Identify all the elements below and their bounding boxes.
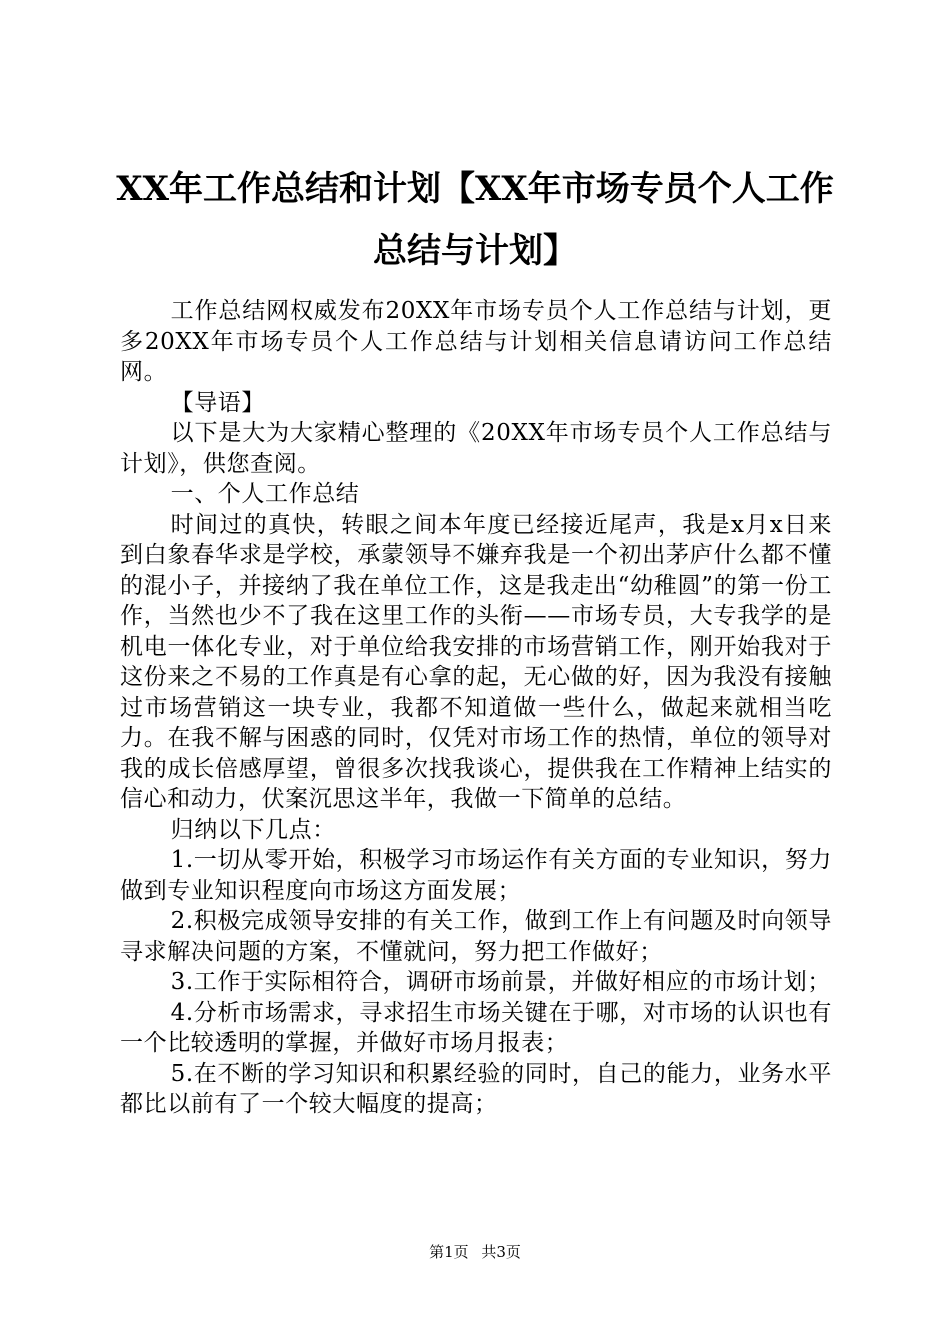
paragraph-lead-label: 【导语】	[170, 389, 265, 416]
page-footer	[0, 1242, 950, 1262]
paragraph-points-intro: 归纳以下几点：	[170, 816, 336, 843]
paragraph-intro: 工作总结网权威发布20XX年市场专员个人工作总结与计划，更多20XX年市场专员个人工作总结与计划相关信息请访问工作总结网。	[120, 298, 832, 385]
document-title: XX年工作总结和计划【XX年市场专员个人工作总结与计划】	[116, 169, 834, 271]
page-total: 共3页	[481, 1243, 521, 1261]
document-body	[120, 296, 832, 1120]
list-item: 2.积极完成领导安排的有关工作，做到工作上有问题及时向领导寻求解决问题的方案，不懂就问，努力把工作做好；	[120, 908, 832, 965]
section-heading: 一、个人工作总结	[170, 481, 360, 507]
paragraph-summary: 时间过的真快，转眼之间本年度已经接近尾声，我是x月x日来到白象春华求是学校，承蒙领导不嫌弃我是一个初出茅庐什么都不懂的混小子，并接纳了我在单位工作，这是我走出“幼稚圆”的第一份工作，当然也少不了我在这里工作的头衔——市场专员，大专我学的是机电一体化专业，对于单位给我安排的市场营销工作，刚开始我对于这份来之不易的工作真是有心拿的起，无心做的好，因为我没有接触过市场营销这一块专业，我都不知道做一些什么，做起来就相当吃力。在我不解与困惑的同时，仅凭对市场工作的热情，单位的领导对我的成长倍感厚望，曾很多次找我谈心，提供我在工作精神上结实的信心和动力，伏案沉思这半年，我做一下简单的总结。	[120, 511, 832, 812]
page-number: 第1页	[429, 1243, 469, 1261]
list-item: 1.一切从零开始，积极学习市场运作有关方面的专业知识，努力做到专业知识程度向市场这方面发展；	[120, 847, 832, 904]
list-item: 5.在不断的学习知识和积累经验的同时，自己的能力，业务水平都比以前有了一个较大幅度的提高；	[120, 1060, 832, 1117]
list-item: 3.工作于实际相符合，调研市场前景，并做好相应的市场计划；	[170, 969, 831, 995]
list-item: 4.分析市场需求，寻求招生市场关键在于哪，对市场的认识也有一个比较透明的掌握，并做好市场月报表；	[120, 999, 832, 1056]
paragraph-lead: 以下是大为大家精心整理的《20XX年市场专员个人工作总结与计划》，供您查阅。	[120, 420, 832, 477]
